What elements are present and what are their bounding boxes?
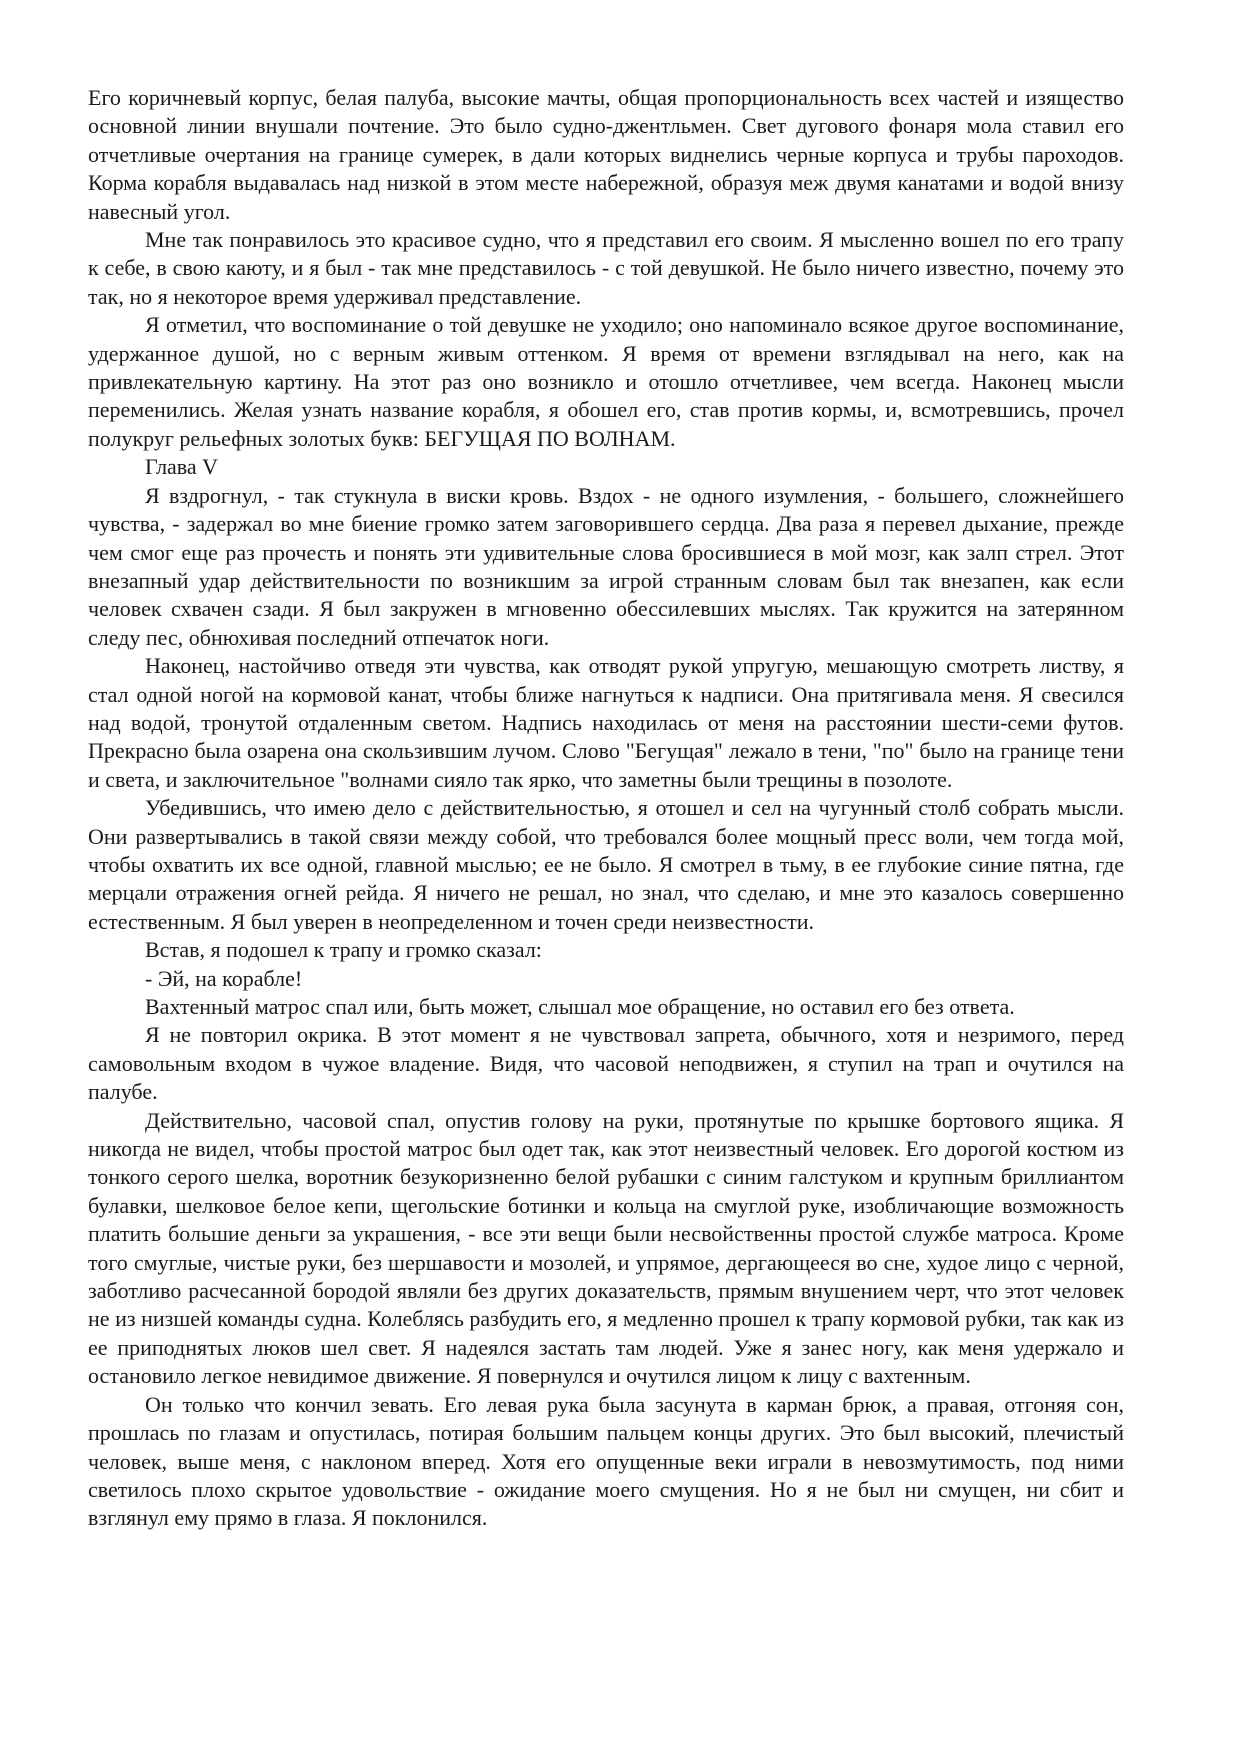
paragraph-shock: Я вздрогнул, - так стукнула в виски кровь. Вздох - не одного изумления, - большего, сложнейшего чувства, - задержал во мне биение громко затем заговорившего сердца. Два раза я перевел дыхание, прежде чем смог еще раз прочесть и понять эти удивительные слова бросившиеся в мой мозг, как залп стрел. Этот внезапный удар действительности по возникшим за игрой странным словам был так внезапен, как если человек схвачен сзади. Я был закружен в мгновенно обессилевших мыслях. Так кружится на затерянном следу пес, обнюхивая последний отпечаток ноги. <box>88 482 1124 650</box>
paragraph-reflection: Убедившись, что имею дело с действительностью, я отошел и сел на чугунный столб собрать мысли. Они развертывались в такой связи между собой, что требовался более мощный пресс воли, чем тогда мой, чтобы охватить их все одной, главной мыслью; ее не было. Я смотрел в тьму, в ее глубокие синие пятна, где мерцали отражения огней рейда. Я ничего не решал, но знал, что сделаю, и мне это казалось совершенно естественным. Я был уверен в неопределенном и точен среди неизвестности. <box>88 795 1124 934</box>
paragraph-approach: Встав, я подошел к трапу и громко сказал: <box>145 937 542 963</box>
paragraph-watchman-wakes: Он только что кончил зевать. Его левая рука была засунута в карман брюк, а правая, отгоняя сон, прошлась по глазам и опустилась, потирая большим пальцем концы других. Это был высокий, плечистый человек, выше меня, с наклоном вперед. Хотя его опущенные веки играли в невозмутимость, под ними светилось плохо скрытое удовольствие - ожидание моего смущения. Но я не был ни смущен, ни сбит и взглянул ему прямо в глаза. Я поклонился. <box>88 1391 1124 1531</box>
paragraph-imagined-ship: Мне так понравилось это красивое судно, что я представил его своим. Я мысленно вошел по его трапу к себе, в свою каюту, и я был - так мне представилось - с той девушкой. Не было ничего известно, почему это так, но я некоторое время удерживал представление. <box>88 227 1124 309</box>
paragraph-inscription: Наконец, настойчиво отведя эти чувства, как отводят рукой упругую, мешающую смотреть листву, я стал одной ногой на кормовой канат, чтобы ближе нагнуться к надписи. Она притягивала меня. Я свесился над водой, тронутой отдаленным светом. Надпись находилась от меня на расстоянии шести-семи футов. Прекрасно была озарена она скользившим лучом. Слово "Бегущая" лежало в тени, "по" было на границе тени и света, и заключительное "волнами сияло так ярко, что заметны были трещины в позолоте. <box>88 653 1124 792</box>
paragraph-ship-description: Его коричневый корпус, белая палуба, высокие мачты, общая пропорциональность всех частей и изящество основной линии внушали почтение. Это было судно-джентльмен. Свет дугового фонаря мола ставил его отчетливые очертания на границе сумерек, в дали которых виднелись черные корпуса и трубы пароходов. Корма корабля выдавалась над низкой в этом месте набережной, образуя меж двумя канатами и водой внизу навесный угол. <box>88 85 1124 224</box>
paragraph-call-out: - Эй, на корабле! <box>145 965 303 991</box>
paragraph-sleeping-watchman: Действительно, часовой спал, опустив голову на руки, протянутые по крышке бортового ящика. Я никогда не видел, чтобы простой матрос был одет так, как этот неизвестный человек. Его дорогой костюм из тонкого серого шелка, воротник безукоризненно белой рубашки с синим галстуком и крупным бриллиантом булавки, шелковое белое кепи, щегольские ботинки и кольца на смуглой руке, изобличающие возможность платить большие деньги за украшения, - все эти вещи были несвойственны простой службе матроса. Кроме того смуглые, чистые руки, без шершавости и мозолей, и упрямое, дергающееся во сне, худое лицо с черной, заботливо расчесанной бородой являли без других доказательств, прямым внушением черт, что этот человек не из низшей команды судна. Колеблясь разбудить его, я медленно прошел к трапу кормовой рубки, так как из ее приподнятых люков шел свет. Я надеялся застать там людей. Уже я занес ногу, как меня удержало и остановило легкое невидимое движение. Я повернулся и очутился лицом к лицу с вахтенным. <box>88 1107 1124 1389</box>
paragraph-boarding: Я не повторил окрика. В этот момент я не чувствовал запрета, обычного, хотя и незримого, перед самовольным входом в чужое владение. Видя, что часовой неподвижен, я ступил на трап и очутился на палубе. <box>88 1022 1124 1105</box>
document-page <box>88 84 1124 1533</box>
paragraph-ship-name: Я отметил, что воспоминание о той девушке не уходило; оно напоминало всякое другое воспоминание, удержанное душой, но с верным живым оттенком. Я время от времени взглядывал на него, как на привлекательную картину. На этот раз оно возникло и отошло отчетливее, чем всегда. Наконец мысли переменились. Желая узнать название корабля, я обошел его, став против кормы, и, всмотревшись, прочел полукруг рельефных золотых букв: БЕГУЩАЯ ПО ВОЛНАМ. <box>88 312 1124 451</box>
paragraph-no-answer: Вахтенный матрос спал или, быть может, слышал мое обращение, но оставил его без ответа. <box>145 994 1015 1019</box>
chapter-heading: Глава V <box>145 454 219 480</box>
